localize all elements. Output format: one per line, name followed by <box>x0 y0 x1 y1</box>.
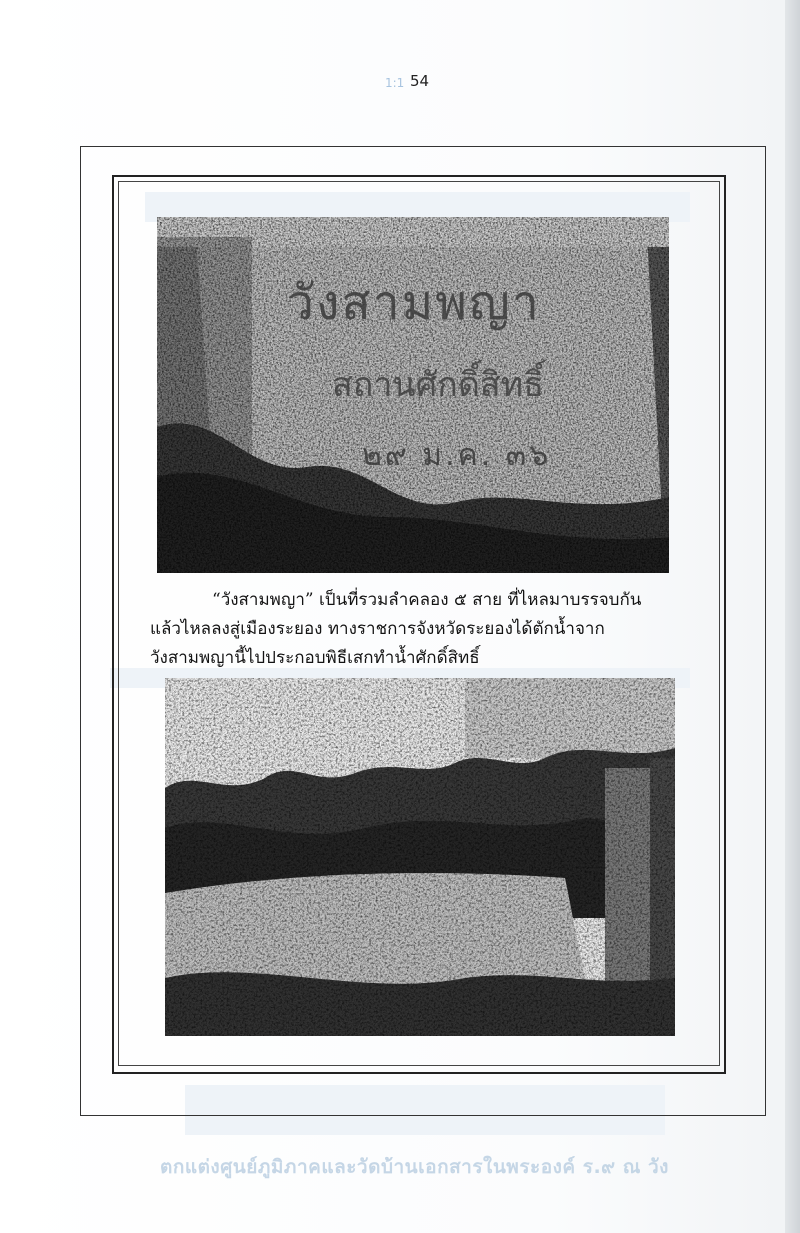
caption-line-1: “วังสามพญา” เป็นที่รวมลำคลอง ๕ สาย ที่ไหลมาบรรจบกัน <box>212 590 642 610</box>
page-number-prefix: 1:1 <box>385 76 405 90</box>
sign-date: ๒๙ ม.ค. ๓๖ <box>362 438 552 473</box>
sign-subtitle: สถานศักดิ์สิทธิ์ <box>332 365 544 405</box>
photo-stone-sign <box>157 217 669 573</box>
page-edge-shadow <box>785 0 800 1233</box>
page-number: 54 <box>410 72 430 90</box>
caption-line-3: วังสามพญานี้ไปประกอบพิธีเสกทำน้ำศักดิ์สิทธิ์ <box>150 648 480 668</box>
sign-title: วังสามพญา <box>287 275 541 331</box>
bleed-through-text: ตกแต่งศูนย์ภูมิภาคและวัดบ้านเอกสารในพระองค์ ร.๙ ณ วัง <box>160 1156 669 1178</box>
photo-caption <box>150 586 670 673</box>
photo-water-pool <box>165 678 675 1036</box>
caption-line-2: แล้วไหลลงสู่เมืองระยอง ทางราชการจังหวัดระยองได้ตักน้ำจาก <box>150 619 605 639</box>
